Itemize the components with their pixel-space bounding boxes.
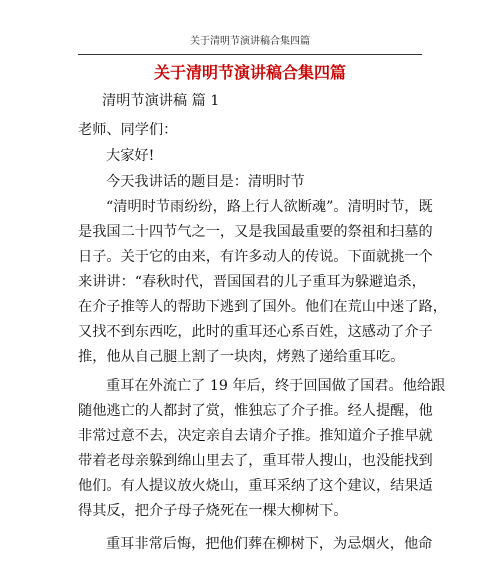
paragraph-line: 他们。有人提议放火烧山，重耳采纳了这个建议，结果适 [78, 478, 433, 494]
paragraph-line: 重耳在外流亡了 19 年后，终于回国做了国君。他给跟 [106, 378, 446, 394]
salutation: 老师、同学们： [78, 122, 178, 138]
header-divider [78, 54, 422, 55]
paragraph-line: 来讲讲：“春秋时代，晋国国君的儿子重耳为躲避追杀， [78, 274, 426, 290]
paragraph-line: 又找不到东西吃，此时的重耳还心系百姓，这感动了介子 [78, 324, 433, 340]
paragraph-line: “清明时节雨纷纷，路上行人欲断魂”。清明时节，既 [106, 199, 433, 215]
paragraph-line: 重耳非常后悔，把他们葬在柳树下，为忌烟火，他命 [106, 536, 433, 552]
paragraph-line: 带着老母亲躲到绵山里去了，重耳带人搜山，也没能找到 [78, 453, 433, 469]
paragraph-line: 推，他从自己腿上割了一块肉，烤熟了递给重耳吃。 [78, 349, 405, 365]
running-header: 关于清明节演讲稿合集四篇 [190, 36, 310, 47]
paragraph-line: 今天我讲话的题目是：清明时节 [106, 174, 305, 190]
paragraph-line: 日子。关于它的由来，有许多动人的传说。下面就挑一个 [78, 249, 433, 265]
paragraph-line: 非常过意不去，决定亲自去请介子推。推知道介子推早就 [78, 428, 433, 444]
paragraph-line: 随他逃亡的人都封了赏，惟独忘了介子推。经人提醒，他 [78, 403, 433, 419]
paragraph-line: 得其反，把介子母子烧死在一棵大柳树下。 [78, 503, 348, 519]
section-subtitle: 清明节演讲稿 篇 1 [102, 93, 220, 109]
paragraph-line: 在介子推等人的帮助下逃到了国外。他们在荒山中迷了路， [78, 299, 447, 315]
document-title: 关于清明节演讲稿合集四篇 [153, 63, 346, 82]
paragraph-line: 是我国二十四节气之一，又是我国最重要的祭祖和扫墓的 [78, 224, 433, 240]
greeting: 大家好! [106, 148, 155, 164]
